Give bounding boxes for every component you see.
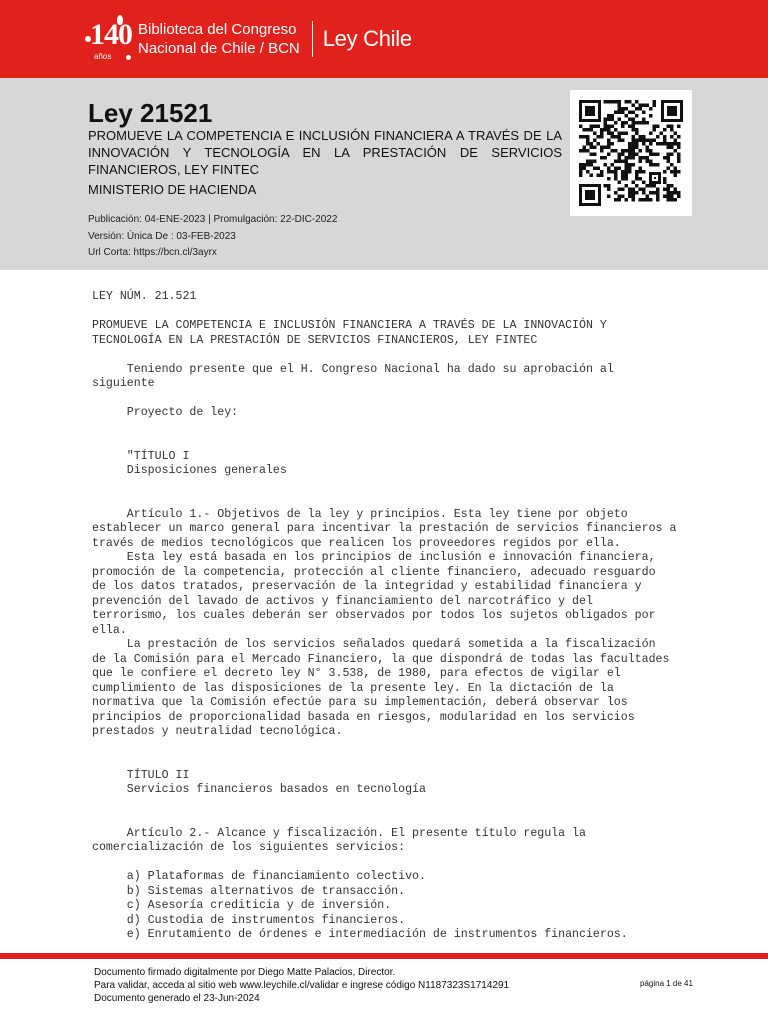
top-brand-bar [0,0,768,78]
publication-dates: Publicación: 04-ENE-2023 | Promulgación: 22-DIC-2022 [88,214,338,225]
short-url[interactable]: Url Corta: https://bcn.cl/3ayrx [88,247,217,258]
bcn-logo[interactable] [88,12,412,66]
law-title: Ley 21521 [88,98,213,128]
anniversary-number: 140 [90,18,132,51]
footer-signature [94,966,509,1005]
bcn-name-line2: Nacional de Chile / BCN [138,40,300,57]
page-number: página 1 de 41 [640,979,693,988]
footer-validation[interactable]: Para validar, acceda al sitio web www.leychile.cl/validar e ingrese código N1187323S1714291 [94,980,510,991]
version-info: Versión: Única De : 03-FEB-2023 [88,231,236,242]
dot-icon [126,55,131,60]
law-subtitle: PROMUEVE LA COMPETENCIA E INCLUSIÓN FINANCIERA A TRAVÉS DE LA INNOVACIÓN Y TECNOLOGÍA EN LA PRESTACIÓN DE SERVICIOS FINANCIEROS, LEY FINTEC [88,128,562,177]
footer-signed-by: Documento firmado digitalmente por Diego Matte Palacios, Director. [94,967,396,978]
ley-chile-wordmark: Ley Chile [322,26,412,51]
qr-code-icon [579,100,683,206]
bcn-name-line1: Biblioteca del Congreso [138,21,297,38]
law-header [0,78,768,270]
qr-code [570,90,692,216]
ministry: MINISTERIO DE HACIENDA [88,182,257,197]
law-body-text: LEY NÚM. 21.521 PROMUEVE LA COMPETENCIA E INCLUSIÓN FINANCIERA A TRAVÉS DE LA INNOVACIÓN Y TECNOLOGÍA EN LA PRESTACIÓN DE SERVICIOS FINANCIEROS, LEY FINTEC Teniendo presente que el H. Congreso Nacional ha dado su aprobación al siguiente Proyecto de ley: "TÍTULO I Disposiciones generales Artículo 1.- Objetivos de la ley y principios. Esta ley tiene por objeto establecer un marco general para incentivar la prestación de servicios financieros a través de medios tecnológicos que realicen los proveedores regidos por ella. Esta ley está basada en los principios de inclusión e innovación financiera, promoción de la competencia, protección al cliente financiero, adecuado resguardo de los datos tratados, preservación de la integridad y estabilidad financiera y prevención del lavado de activos y financiamiento del narcotráfico y del terrorismo, los cuales deberán ser observados por todos los sujetos obligados por ella. La prestación de los servicios señalados quedará sometida a la fiscalización de la Comisión para el Mercado Financiero, la que dispondrá de todas las facultades que le confiere el decreto ley N° 3.538, de 1980, para efectos de vigilar el cumplimiento de las disposiciones de la presente ley. En la dictación de la normativa que la Comisión efectúe para su implementación, deberá observar los principios de proporcionalidad basada en riesgos, modularidad en los servicios prestados y neutralidad tecnológica. TÍTULO II Servicios financieros basados en tecnología Artículo 2.- Alcance y fiscalización. El presente título regula la comercialización de los siguientes servicios: a) Plataformas de financiamiento colectivo. b) Sistemas alternativos de transacción. c) Asesoría crediticia y de inversión. d) Custodia de instrumentos financieros. e) Enrutamiento de órdenes e intermediación de instrumentos financieros. [92,290,677,941]
footer-generated-date: Documento generado el 23-Jun-2024 [94,993,260,1004]
anniversary-sub: años [94,52,112,61]
bcn-name [138,20,300,58]
anniversary-140-logo-icon [88,14,134,64]
footer-divider [0,953,768,959]
logo-divider [312,21,313,57]
